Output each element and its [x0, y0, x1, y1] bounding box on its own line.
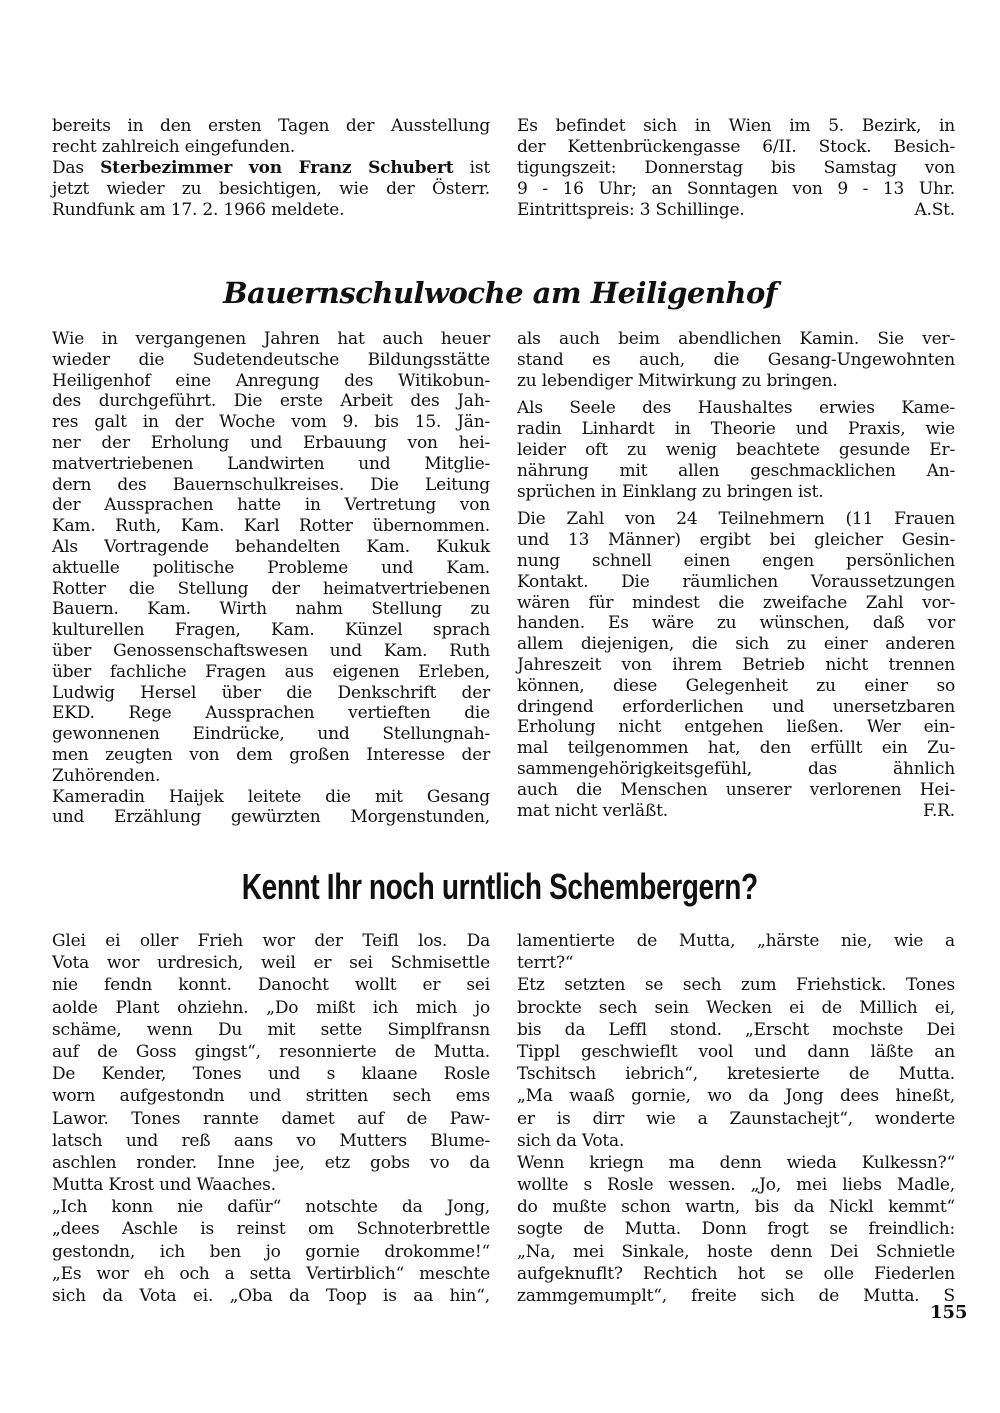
article-title-schembergern — [0, 866, 1000, 908]
text-line — [52, 495, 490, 516]
line-text: bis da Leffl stond. „Erscht mochste Dei — [517, 1019, 955, 1040]
line-text: leider oft zu wenig beachtete gesunde Er- — [517, 439, 955, 460]
line-text: EKD. Rege Aussprachen vertieften die — [52, 703, 490, 724]
line-text: gestondn, ich ben jo gornie drokomme!“ — [52, 1241, 490, 1262]
text-line — [517, 738, 955, 759]
line-text: schäme, wenn Du mit sette Simplfransn — [52, 1019, 490, 1040]
text-line — [52, 371, 490, 392]
text-line — [52, 558, 490, 579]
line-text: zammgemumplt“, freite sich de Mutta. S — [517, 1286, 955, 1306]
text-line — [52, 412, 490, 433]
text-line — [52, 1063, 490, 1085]
line-text: stand es auch, die Gesang-Ungewohnten — [517, 349, 955, 370]
text-line — [517, 398, 955, 419]
bold-text: Sterbezimmer von Franz Schubert — [100, 158, 454, 178]
line-text: Heiligenhof eine Anregung des Witikobun- — [52, 370, 490, 391]
text-line — [517, 1041, 955, 1063]
text-line — [517, 551, 955, 572]
line-text: Tippl geschwieflt vool und dann läßte an — [517, 1041, 955, 1062]
text-line — [517, 1152, 955, 1174]
page-number: 155 — [930, 1302, 968, 1323]
line-text: ner der Erholung und Erbauung von hei- — [52, 432, 490, 453]
line-text: „Ma waaß gornie, wo da Jong dees hineßt, — [517, 1086, 955, 1107]
line-text: „Na, mei Sinkale, hoste denn Dei Schnietle — [517, 1241, 955, 1262]
line-text: wären für mindest die zweifache Zahl vor- — [517, 592, 955, 613]
text-line — [517, 1174, 955, 1196]
text-line — [517, 930, 955, 952]
text-line — [517, 572, 955, 593]
text-line — [517, 371, 955, 392]
line-text: Kameradin Haijek leitete die mit Gesang — [52, 786, 490, 807]
text-line — [52, 787, 490, 808]
line-text: Ludwig Hersel über die Denkschrift der — [52, 682, 490, 703]
line-text: „dees Aschle is reinst om Schnoterbrettle — [52, 1219, 490, 1240]
text-line — [52, 537, 490, 558]
line-text: Die Zahl von 24 Teilnehmern (11 Frauen — [517, 509, 955, 530]
text-line — [52, 930, 490, 952]
text-line — [517, 801, 955, 822]
author-signature: F.R. — [923, 800, 955, 821]
text-line: jetzt wieder zu besichtigen, wie der Österr. — [52, 179, 490, 199]
text-line — [52, 1218, 490, 1240]
line-text: und Erzählung gewürzten Morgenstunden, — [52, 807, 490, 828]
line-text: Glei ei oller Frieh wor der Teifl los. Da — [52, 931, 490, 951]
text-line — [517, 1108, 955, 1130]
line-text: nährung mit allen geschmacklichen An- — [517, 460, 955, 481]
line-text: Wenn kriegn ma denn wieda Kulkessn?“ — [517, 1152, 955, 1173]
text-line — [52, 433, 490, 454]
text-line — [517, 1263, 955, 1285]
line-text: radin Linhardt in Theorie und Praxis, wie — [517, 419, 955, 440]
text-line — [52, 1263, 490, 1285]
line-text: als auch beim abendlichen Kamin. Sie ver- — [517, 329, 955, 349]
paragraph-gap — [517, 391, 955, 398]
line-text: Als Seele des Haushaltes erwies Kame- — [517, 398, 955, 419]
text-line — [52, 1041, 490, 1063]
line-text: dringend erforderlichen und unersetzbaren — [517, 696, 955, 717]
line-text: Kam. Ruth, Kam. Karl Rotter übernommen. — [52, 516, 490, 537]
line-text: Erholung nicht entgehen ließen. Wer ein- — [517, 717, 955, 738]
line-text: Wie in vergangenen Jahren hat auch heuer — [52, 329, 490, 349]
text-line — [517, 974, 955, 996]
line-text: sich da Vota ei. „Oba da Toop is aa hin“, — [52, 1286, 490, 1306]
article1-right-column — [517, 329, 955, 821]
text-line — [52, 391, 490, 412]
line-text: Kontakt. Die räumlichen Voraussetzungen — [517, 571, 955, 592]
text-line — [52, 997, 490, 1019]
text-line — [52, 329, 490, 350]
text-line — [52, 703, 490, 724]
author-signature: A.St. — [914, 200, 955, 220]
text-line — [517, 1085, 955, 1107]
text-line — [517, 1130, 955, 1152]
text-line — [52, 745, 490, 766]
line-text: und 13 Männer) ergibt bei gleicher Gesin- — [517, 530, 955, 551]
text-line — [517, 1019, 955, 1041]
text-line — [517, 137, 955, 158]
line-text: brockte sech sein Wecken ei de Millich ei, — [517, 997, 955, 1018]
line-text: nie fendn konnt. Danocht wollt er sei — [52, 975, 490, 996]
text-line: recht zahlreich eingefunden. — [52, 137, 296, 157]
text-line — [517, 509, 955, 530]
article2-left-column — [52, 930, 490, 1307]
line-text: men zeugten von dem großen Interesse der — [52, 744, 490, 765]
text-line — [517, 1241, 955, 1263]
line-text: Es befindet sich in Wien im 5. Bezirk, in — [517, 116, 955, 136]
line-text: Vota wor urdresich, weil er sei Schmisettle — [52, 953, 490, 974]
text-line: Rundfunk am 17. 2. 1966 meldete. — [52, 200, 345, 220]
text-line — [52, 579, 490, 600]
text-line — [517, 613, 955, 634]
text-line — [52, 158, 490, 179]
text-line — [52, 620, 490, 641]
text-line — [517, 329, 955, 350]
top-right-column — [517, 116, 955, 221]
text-fragment: Das — [52, 158, 101, 178]
line-text: Tschitsch iebrich“, kretesierte de Mutta. — [517, 1064, 955, 1085]
line-text: kulturellen Fragen, Kam. Künzel sprach — [52, 620, 490, 641]
text-line — [517, 997, 955, 1019]
article-title-bauernschulwoche: Bauernschulwoche am Heiligenhof — [223, 276, 777, 310]
text-line — [52, 766, 490, 787]
line-text: „Ich konn nie dafür“ notschte da Jong, — [52, 1197, 490, 1218]
text-line — [517, 530, 955, 551]
article1-left-column — [52, 329, 490, 828]
line-text: matvertriebenen Landwirten und Mitglie- — [52, 453, 490, 474]
text-line — [517, 676, 955, 697]
text-line — [517, 593, 955, 614]
text-line — [517, 717, 955, 738]
line-text: 9 - 16 Uhr; an Sonntagen von 9 - 13 Uhr. — [517, 179, 955, 199]
text-line — [52, 1285, 490, 1307]
line-text: aschlen ronder. Inne jee, etz gobs vo da — [52, 1152, 490, 1173]
line-text: do mußte schon wartn, bis da Nickl kemmt“ — [517, 1197, 955, 1218]
text-line — [52, 1085, 490, 1107]
line-text: Eintrittspreis: 3 Schillinge. — [517, 200, 745, 220]
line-text: der Aussprachen hatte in Vertretung von — [52, 495, 490, 516]
line-text: zu lebendiger Mitwirkung zu bringen. — [517, 370, 838, 391]
line-text: können, diese Gelegenheit zu einer so — [517, 675, 955, 696]
title-text: Kennt Ihr noch urntlich Schembergern? — [241, 866, 759, 907]
line-text: Mutta Krost und Waaches. — [52, 1175, 276, 1196]
text-line — [517, 1063, 955, 1085]
line-text: latsch und reß aans vo Mutters Blume- — [52, 1130, 490, 1151]
top-left-column — [52, 116, 490, 221]
text-line — [52, 1108, 490, 1130]
text-line: bereits in den ersten Tagen der Ausstellung — [52, 116, 490, 136]
line-text: dern des Bauernschulkreises. Die Leitung — [52, 474, 490, 495]
line-text: lamentierte de Mutta, „härste nie, wie a — [517, 931, 955, 951]
line-text: wollte s Rosle wessen. „Jo, mei liebs Madle, — [517, 1175, 955, 1196]
line-text: tigungszeit: Donnerstag bis Samstag von — [517, 158, 955, 178]
text-line — [517, 759, 955, 780]
line-text: aktuelle politische Probleme und Kam. — [52, 557, 490, 578]
line-text: sogte de Mutta. Donn frogt se freindlich: — [517, 1219, 955, 1240]
text-line — [52, 1019, 490, 1041]
text-line — [517, 461, 955, 482]
line-text: mal teilgenommen hat, den erfüllt ein Zu- — [517, 738, 955, 759]
text-line — [52, 807, 490, 828]
text-line — [517, 158, 955, 179]
line-text: res galt in der Woche vom 9. bis 15. Jän- — [52, 412, 490, 433]
line-text: „Es wor eh och a setta Vertirblich“ meschte — [52, 1263, 490, 1284]
text-line — [517, 440, 955, 461]
line-text: über fachliche Fragen aus eigenen Erleben, — [52, 661, 490, 682]
line-text: Rotter die Stellung der heimatvertriebenen — [52, 578, 490, 599]
text-line — [517, 419, 955, 440]
text-line — [517, 952, 955, 974]
text-fragment: ist — [453, 158, 490, 178]
line-text: nung schnell einen engen persönlichen — [517, 550, 955, 571]
line-text: Jahreszeit von ihrem Betrieb nicht trennen — [517, 654, 955, 675]
text-line — [517, 200, 955, 221]
text-line — [52, 475, 490, 496]
line-text: gewonnenen Eindrücke, und Stellungnah- — [52, 724, 490, 745]
text-line — [52, 952, 490, 974]
text-line — [517, 634, 955, 655]
text-line — [517, 482, 955, 503]
line-text: Bauern. Kam. Wirth nahm Stellung zu — [52, 599, 490, 620]
line-text: sich da Vota. — [517, 1130, 625, 1151]
line-text: Etz setzten se sech zum Friehstick. Tones — [517, 975, 955, 996]
text-line — [517, 350, 955, 371]
line-text: des durchgeführt. Die erste Arbeit des Jah- — [52, 391, 490, 412]
line-text: wieder die Sudetendeutsche Bildungsstätte — [52, 349, 490, 370]
text-line — [52, 1130, 490, 1152]
line-text: sammengehörigkeitsgefühl, das ähnlich — [517, 758, 955, 779]
line-text: De Kender, Tones und s klaane Rosle — [52, 1064, 490, 1085]
text-line — [52, 599, 490, 620]
line-text: sprüchen in Einklang zu bringen ist. — [517, 481, 824, 502]
text-line — [517, 1285, 955, 1307]
text-line — [517, 697, 955, 718]
paragraph-gap — [517, 502, 955, 509]
line-text: auf de Goss gingst“, resonnierte de Mutta. — [52, 1041, 490, 1062]
article2-right-column — [517, 930, 955, 1307]
line-text: terrt?“ — [517, 953, 574, 974]
line-text: er is dirr wie a Zaunstachejt“, wonderte — [517, 1108, 955, 1129]
text-line — [517, 655, 955, 676]
text-line — [52, 1196, 490, 1218]
line-text: mat nicht verläßt. — [517, 800, 668, 821]
line-text: Zuhörenden. — [52, 765, 161, 786]
line-text: über Genossenschaftswesen und Kam. Ruth — [52, 640, 490, 661]
line-text: Lawor. Tones rannte damet auf de Paw- — [52, 1108, 490, 1129]
text-line — [517, 1196, 955, 1218]
text-line — [52, 454, 490, 475]
line-text: auch die Menschen unserer verlorenen Hei- — [517, 779, 955, 800]
text-line — [517, 116, 955, 137]
text-line — [52, 641, 490, 662]
line-text: worn aufgestondn und stritten sech ems — [52, 1086, 490, 1107]
text-line — [517, 179, 955, 200]
text-line — [52, 1152, 490, 1174]
text-line — [52, 724, 490, 745]
line-text: der Kettenbrückengasse 6/II. Stock. Besich- — [517, 137, 955, 157]
text-line — [52, 662, 490, 683]
line-text: allem diejenigen, die sich zu einer anderen — [517, 634, 955, 655]
text-line — [517, 1218, 955, 1240]
text-line — [52, 683, 490, 704]
text-line — [52, 350, 490, 371]
text-line — [52, 974, 490, 996]
text-line — [52, 516, 490, 537]
text-line — [52, 1174, 490, 1196]
text-line — [517, 780, 955, 801]
line-text: aolde Plant ohziehn. „Do mißt ich mich jo — [52, 997, 490, 1018]
line-text: handen. Es wäre zu wünschen, daß vor — [517, 613, 955, 634]
text-line — [52, 1241, 490, 1263]
line-text: aufgeknuflt? Rechtich hot se olle Fiederlen — [517, 1263, 955, 1284]
line-text: Als Vortragende behandelten Kam. Kukuk — [52, 536, 490, 557]
